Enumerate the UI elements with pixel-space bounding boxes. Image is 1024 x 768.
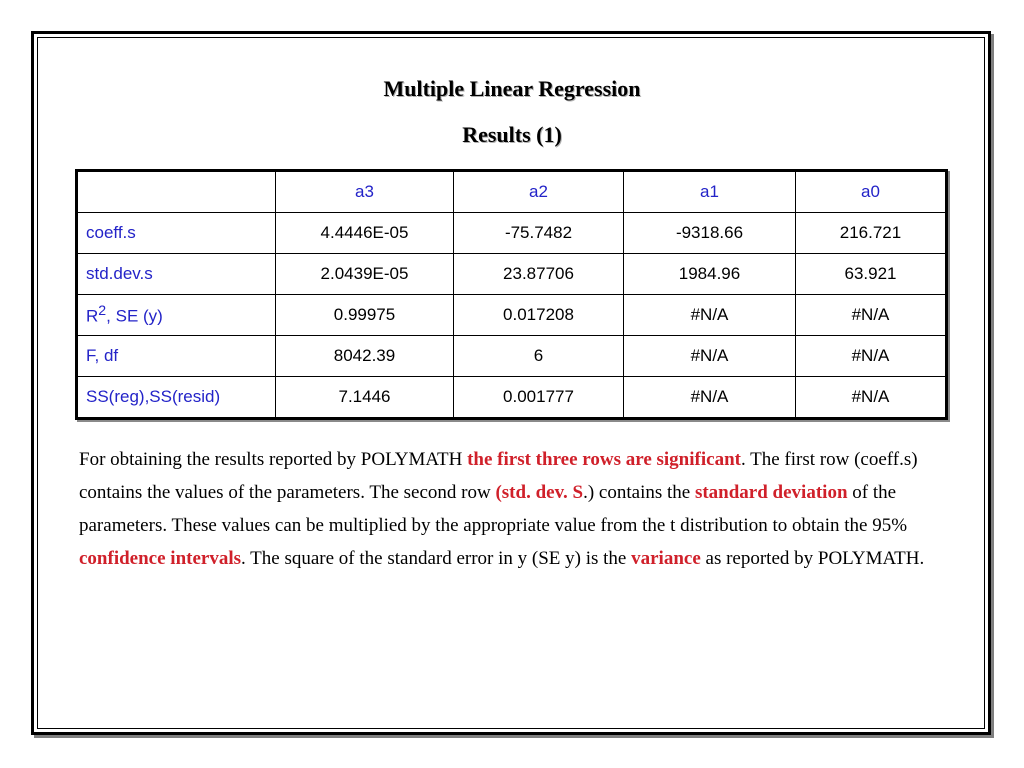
row-label-r2-se bbox=[77, 295, 276, 336]
table-cell: -9318.66 bbox=[624, 213, 796, 254]
table-cell: 0.017208 bbox=[454, 295, 624, 336]
header-cell-empty bbox=[77, 171, 276, 213]
table-cell: 63.921 bbox=[796, 254, 947, 295]
table-cell: #N/A bbox=[624, 295, 796, 336]
table-row bbox=[77, 377, 947, 419]
paragraph-text: . The square of the standard error in y (SE y) is the bbox=[241, 548, 632, 569]
row-label-stddev: std.dev.s bbox=[77, 254, 276, 295]
paragraph-text: as reported by POLYMATH. bbox=[700, 548, 925, 569]
table-cell: #N/A bbox=[624, 336, 796, 377]
explanation-paragraph bbox=[79, 443, 959, 575]
highlight-confidence-intervals: confidence intervals bbox=[79, 548, 242, 569]
table-cell: 0.001777 bbox=[454, 377, 624, 419]
table-cell: 6 bbox=[454, 336, 624, 377]
table-cell: -75.7482 bbox=[454, 213, 624, 254]
table-cell: 4.4446E-05 bbox=[276, 213, 454, 254]
table-cell: 2.0439E-05 bbox=[276, 254, 454, 295]
table-cell: 0.99975 bbox=[276, 295, 454, 336]
paragraph-text: . The first row (coeff.s) contains the values of the parameters. The second row bbox=[79, 449, 918, 503]
superscript-2: 2 bbox=[98, 303, 107, 320]
paragraph-text: .) contains the bbox=[583, 482, 695, 503]
results-table bbox=[75, 169, 948, 420]
header-cell-a3: a3 bbox=[276, 171, 454, 213]
table-cell: #N/A bbox=[624, 377, 796, 419]
paragraph-text: of the parameters. These values can be multiplied by the appropriate value from the t distribution to obtain the 95% bbox=[79, 482, 908, 536]
header-cell-a0: a0 bbox=[796, 171, 947, 213]
highlight-std-dev: (std. dev. S bbox=[495, 482, 584, 503]
header-cell-a1: a1 bbox=[624, 171, 796, 213]
table-row bbox=[77, 295, 947, 336]
table-cell: 216.721 bbox=[796, 213, 947, 254]
page-title: Multiple Linear Regression bbox=[383, 76, 641, 101]
table-cell: 23.87706 bbox=[454, 254, 624, 295]
table-cell: #N/A bbox=[796, 336, 947, 377]
page-subtitle: Results (1) bbox=[462, 122, 562, 147]
highlight-standard-deviation: standard deviation bbox=[694, 482, 848, 503]
highlight-variance: variance bbox=[631, 548, 701, 569]
table-cell: #N/A bbox=[796, 295, 947, 336]
row-label-ss: SS(reg),SS(resid) bbox=[77, 377, 276, 419]
header-cell-a2: a2 bbox=[454, 171, 624, 213]
table-cell: #N/A bbox=[796, 377, 947, 419]
row-label-coeff: coeff.s bbox=[77, 213, 276, 254]
table-cell: 7.1446 bbox=[276, 377, 454, 419]
paragraph-text: For obtaining the results reported by POLYMATH bbox=[79, 449, 468, 470]
table-row bbox=[77, 336, 947, 377]
row-label-f-df: F, df bbox=[77, 336, 276, 377]
row-label-se: , SE (y) bbox=[106, 306, 163, 326]
table-cell: 1984.96 bbox=[624, 254, 796, 295]
highlight-significant-rows: the first three rows are significant bbox=[467, 449, 741, 470]
table-row bbox=[77, 213, 947, 254]
table-cell: 8042.39 bbox=[276, 336, 454, 377]
table-header-row bbox=[77, 171, 947, 213]
table-row bbox=[77, 254, 947, 295]
row-label-r: R bbox=[86, 306, 99, 326]
